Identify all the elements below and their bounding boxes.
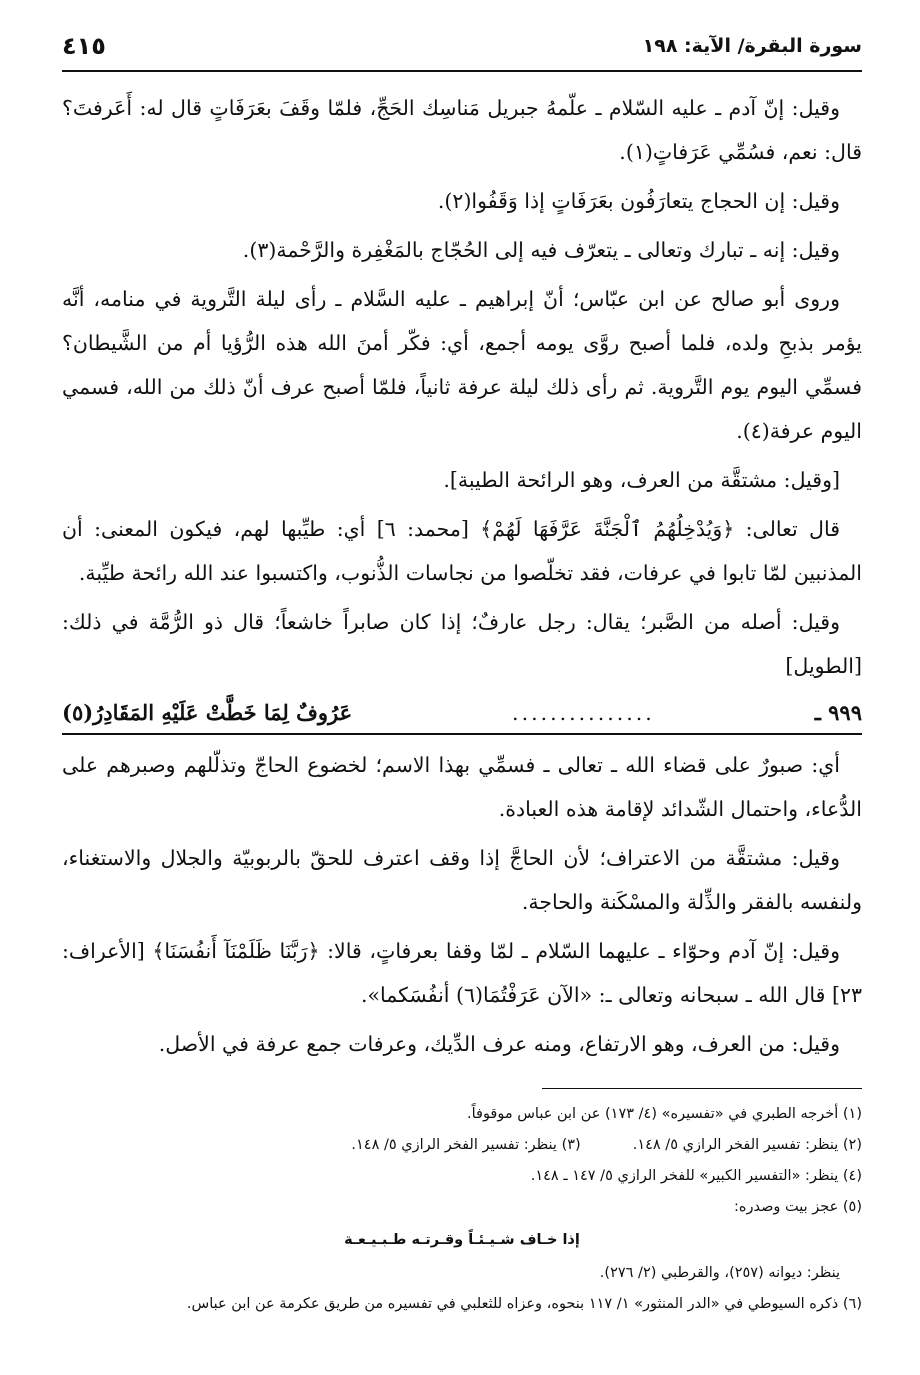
verse-dots: ............... xyxy=(512,701,655,725)
paragraph-5: [وقيل: مشتقَّة من العرف، وهو الرائحة الطيبة]. xyxy=(443,468,840,492)
paragraph-9: وقيل: مشتقَّة من الاعتراف؛ لأن الحاجَّ إذا وقف اعترف للحقّ بالربوبيّة والجلال والاستغناء، ولنفسه بالفقر والذِّلة والمسْكَنة والحاجة. xyxy=(62,846,862,914)
paragraph-1: وقيل: إنّ آدم ـ عليه السّلام ـ علّمهُ جبريل مَناسِك الحَجِّ، فلمّا وقَفَ بعَرَفَاتٍ قال له: أَعَرفتَ؟ قال: نعم، فسُمِّي عَرَفاتٍ(١). xyxy=(62,96,862,164)
surah-title: سورة البقرة/ الآية: ١٩٨ xyxy=(642,35,862,57)
paragraph-4: وروى أبو صالح عن ابن عبّاس؛ أنّ إبراهيم ـ عليه السَّلام ـ رأى ليلة التَّروية في منامه، أنَّه يؤمر بذبحِ ولده، فلما أصبح روَّى يومه أجمع، أي: فكّر أمنَ الله هذه الرُّؤيا أم من الشَّيطان؟ فسمِّي اليوم يوم التَّروية. ثم رأى ذلك ليلة عرفة ثانياً، فلمّا أصبح عرف أنّ ذلك من الله، فسمي اليوم عرفة(٤). xyxy=(62,287,862,443)
paragraph-3: وقيل: إنه ـ تبارك وتعالى ـ يتعرّف فيه إلى الحُجّاج بالمَغْفِرة والرَّحْمة(٣). xyxy=(242,238,840,262)
running-header xyxy=(62,26,862,72)
paragraph-11: وقيل: من العرف، وهو الارتفاع، ومنه عرف الدِّيك، وعرفات جمع عرفة في الأصل. xyxy=(158,1032,840,1056)
footnote-6: (٦) ذكره السيوطي في «الدر المنثور» ١/ ١١٧ بنحوه، وعزاه للثعلبي في تفسيره من طريق عكرمة عن ابن عباس. xyxy=(186,1296,862,1312)
paragraph-10: وقيل: إنّ آدم وحوّاء ـ عليهما السّلام ـ لمّا وقفا بعرفاتٍ، قالا: ﴿رَبَّنَا ظَلَمْنَآ أَنفُسَنَا﴾ [الأعراف: ٢٣] قال الله ـ سبحانه وتعالى ـ: «الآن عَرَفْتُمَا(٦) أنفُسَكما». xyxy=(62,939,862,1007)
poetry-verse xyxy=(62,693,862,735)
footnote-2: (٢) ينظر: تفسير الفخر الرازي ٥/ ١٤٨. xyxy=(632,1137,862,1153)
paragraph-6: قال تعالى: ﴿وَيُدْخِلُهُمُ ٱلْجَنَّةَ عَرَّفَهَا لَهُمْ﴾ [محمد: ٦] أي: طيِّبها لهم، فيكون المعنى: أن المذنبين لمّا تابوا في عرفات، فقد تخلّصوا من نجاسات الذُّنوب، واكتسبوا عند الله رائحة طيِّبة. xyxy=(62,517,862,585)
footnote-divider xyxy=(542,1088,862,1089)
main-text xyxy=(62,86,862,1066)
paragraph-8: أي: صبورٌ على قضاء الله ـ تعالى ـ فسمِّي بهذا الاسم؛ لخضوع الحاجّ وتذلّلهم وصبرهم على الدُّعاء، واحتمال الشّدائد لإقامة هذه العبادة. xyxy=(62,753,862,821)
footnote-1: (١) أخرجه الطبري في «تفسيره» (٤/ ١٧٣) عن ابن عباس موقوفاً. xyxy=(466,1106,862,1122)
footnote-4: (٤) ينظر: «التفسير الكبير» للفخر الرازي ٥/ ١٤٧ ـ ١٤٨. xyxy=(530,1168,862,1184)
verse-text: عَرُوفٌ لِمَا خَطَّتْ عَلَيْهِ المَقَادِرُ(٥) xyxy=(62,700,353,725)
book-page xyxy=(62,26,862,1320)
footnotes xyxy=(62,1099,862,1320)
footnote-5-verse: إذا خـاف شـيـئـاً وقـرتـه طـبـيـعـة xyxy=(344,1232,580,1248)
footnote-3: (٣) ينظر: تفسير الفخر الرازي ٥/ ١٤٨. xyxy=(351,1137,581,1153)
verse-number: ٩٩٩ ـ xyxy=(814,700,862,725)
paragraph-7: وقيل: أصله من الصَّبر؛ يقال: رجل عارفٌ؛ إذا كان صابراً خاشعاً؛ قال ذو الرُّمَّة في ذلك: [الطويل] xyxy=(62,610,862,678)
page-number: ٤١٥ xyxy=(62,32,106,60)
paragraph-2: وقيل: إن الحجاج يتعارَفُون بعَرَفَاتٍ إذا وَقَفُوا(٢). xyxy=(437,189,840,213)
footnote-5: (٥) عجز بيت وصدره: xyxy=(733,1199,862,1215)
footnote-pair xyxy=(62,1130,862,1161)
footnote-5-reference: ينظر: ديوانه (٢٥٧)، والقرطبي (٢/ ٢٧٦). xyxy=(599,1265,840,1281)
